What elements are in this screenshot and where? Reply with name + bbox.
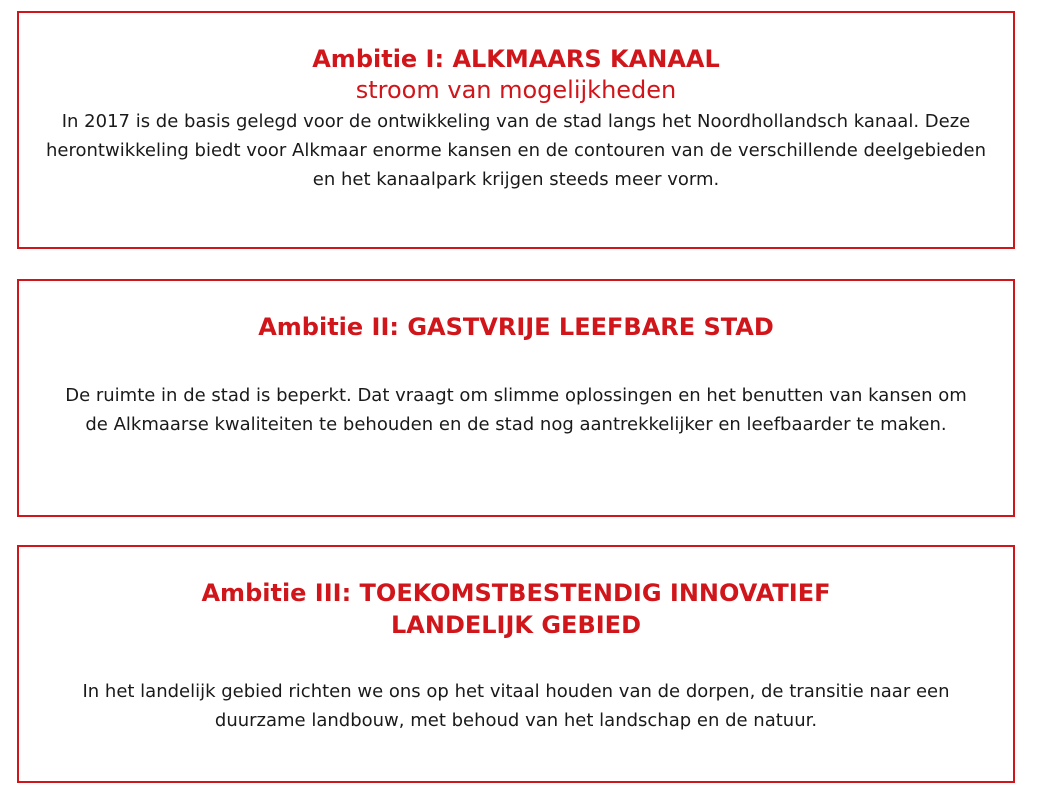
ambition-1-body: In 2017 is de basis gelegd voor de ontwikkeling van de stad langs het Noordhollandsch kanaal. Deze herontwikkeling biedt voor Alkmaar enorme kansen en de contouren van de verschillende deelgebieden en het kanaalpark krijgen steeds meer vorm. (46, 111, 986, 190)
ambition-2-title: Ambitie II: GASTVRIJE LEEFBARE STAD (258, 313, 774, 341)
ambition-card-1 (17, 11, 1015, 249)
ambition-card-2 (17, 279, 1015, 517)
ambition-3-title-line1: Ambitie III: TOEKOMSTBESTENDIG INNOVATIEF (201, 579, 831, 607)
ambition-1-title: Ambitie I: ALKMAARS KANAAL (312, 45, 720, 73)
ambition-1-subtitle: stroom van mogelijkheden (355, 76, 677, 104)
ambition-2-body: De ruimte in de stad is beperkt. Dat vraagt om slimme oplossingen en het benutten van kansen om de Alkmaarse kwaliteiten te behouden en de stad nog aantrekkelijker en leefbaarder te maken. (65, 385, 967, 435)
ambition-3-body: In het landelijk gebied richten we ons op het vitaal houden van de dorpen, de transitie naar een duurzame landbouw, met behoud van het landschap en de natuur. (82, 681, 950, 731)
ambition-card-3 (17, 545, 1015, 783)
ambition-3-title-line2: LANDELIJK GEBIED (390, 611, 641, 639)
